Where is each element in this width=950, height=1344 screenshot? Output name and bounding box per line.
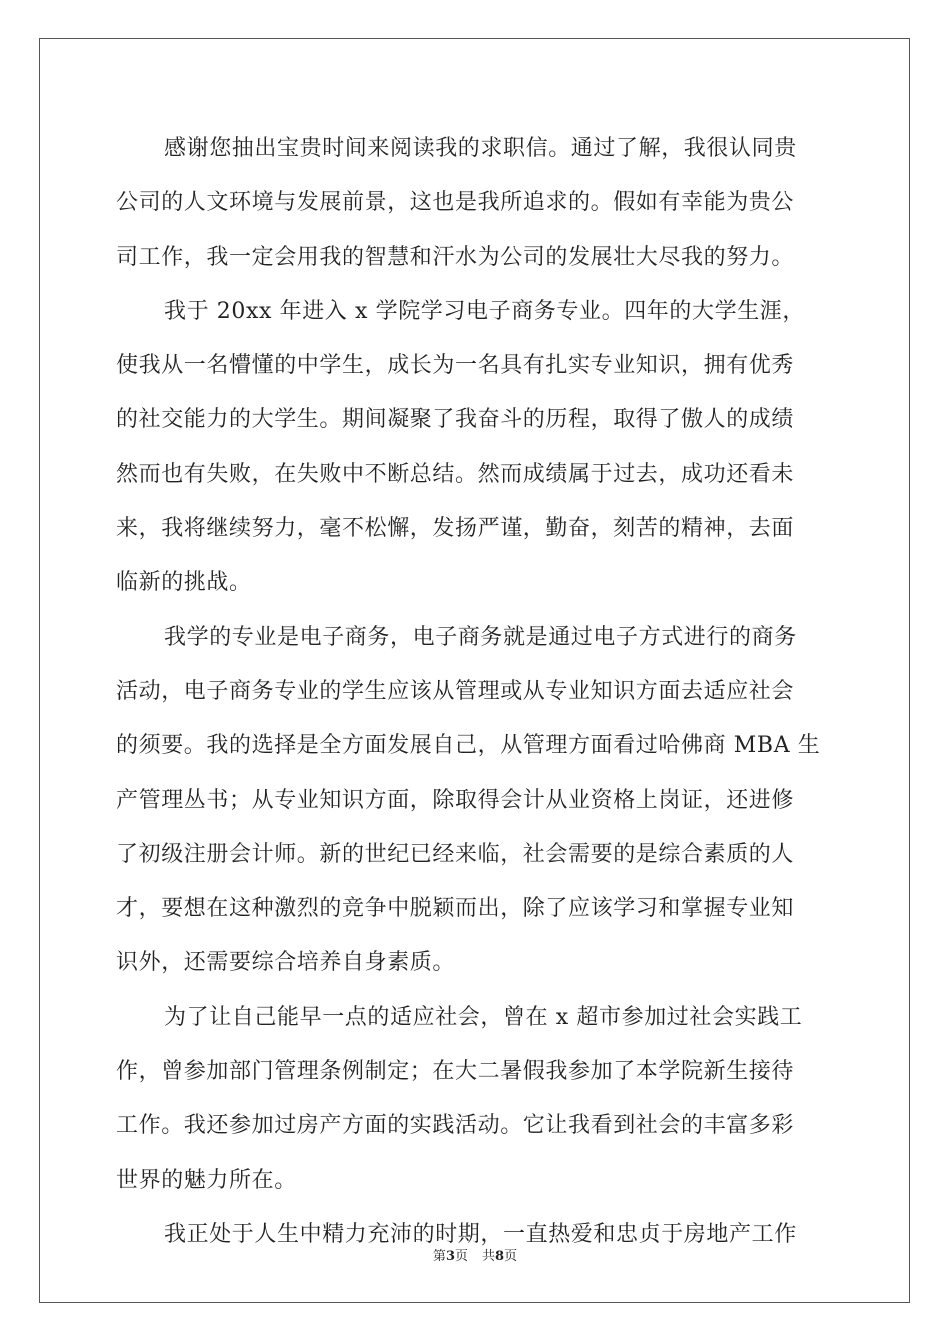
total-suffix: 页 <box>504 1249 518 1264</box>
text-line: 我正处于人生中精力充沛的时期，一直热爱和忠贞于房地产工作 <box>164 1221 797 1247</box>
text-line: 我学的专业是电子商务，电子商务就是通过电子方式进行的商务 <box>164 624 797 650</box>
text-line: 临新的挑战。 <box>116 570 252 596</box>
text-line: 工作。我还参加过房产方面的实践活动。它让我看到社会的丰富多彩 <box>116 1113 795 1139</box>
text-line: 的须要。我的选择是全方面发展自己，从管理方面看过哈佛商 MBA 生 <box>116 733 821 759</box>
text-line: 了初级注册会计师。新的世纪已经来临，社会需要的是综合素质的人 <box>116 841 795 867</box>
text-line: 感谢您抽出宝贵时间来阅读我的求职信。通过了解，我很认同贵 <box>164 136 797 161</box>
text-line: 活动，电子商务专业的学生应该从管理或从专业知识方面去适应社会 <box>116 678 795 704</box>
text-line: 为了让自己能早一点的适应社会，曾在 x 超市参加过社会实践工 <box>164 1004 803 1030</box>
text-line: 公司的人文环境与发展前景，这也是我所追求的。假如有幸能为贵公 <box>116 190 795 216</box>
text-line: 识外，还需要综合培养自身素质。 <box>116 950 456 976</box>
text-line: 使我从一名懵懂的中学生，成长为一名具有扎实专业知识，拥有优秀 <box>116 353 795 379</box>
text-line: 司工作，我一定会用我的智慧和汗水为公司的发展壮大尽我的努力。 <box>116 244 795 270</box>
text-line: 世界的魅力所在。 <box>116 1167 297 1193</box>
text-line: 来，我将继续努力，毫不松懈，发扬严谨，勤奋，刻苦的精神，去面 <box>116 516 795 542</box>
page-number: 3 <box>445 1249 455 1264</box>
text-line: 作，曾参加部门管理条例制定；在大二暑假我参加了本学院新生接待 <box>116 1059 795 1085</box>
text-line: 我于 20xx 年进入 x 学院学习电子商务专业。四年的大学生涯， <box>164 298 805 324</box>
text-line: 产管理丛书；从专业知识方面，除取得会计从业资格上岗证，还进修 <box>116 787 795 813</box>
page-footer <box>0 1245 950 1264</box>
text-line: 然而也有失败，在失败中不断总结。然而成绩属于过去，成功还看未 <box>116 461 795 487</box>
document-body <box>116 122 840 1262</box>
total-pages: 8 <box>495 1249 505 1264</box>
text-line: 才，要想在这种激烈的竞争中脱颖而出，除了应该学习和掌握专业知 <box>116 896 795 922</box>
text-line: 的社交能力的大学生。期间凝聚了我奋斗的历程，取得了傲人的成绩 <box>116 407 795 433</box>
total-prefix: 共 <box>482 1249 496 1264</box>
page-prefix: 第 <box>432 1249 446 1264</box>
page-suffix: 页 <box>454 1249 468 1264</box>
